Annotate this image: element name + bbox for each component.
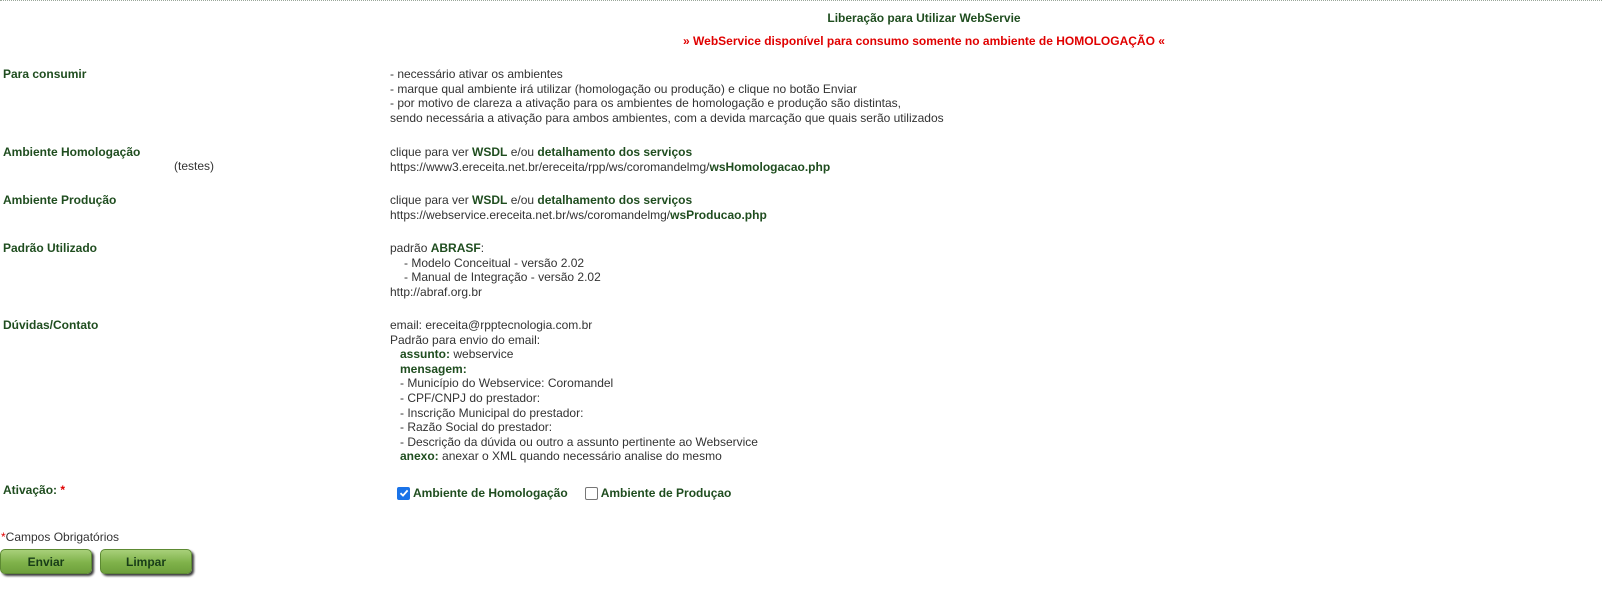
mensagem-item: - Descrição da dúvida ou outro a assunto pertinente ao Webservice xyxy=(400,434,758,449)
padrao-name: ABRASF xyxy=(430,241,481,255)
required-asterisk: * xyxy=(60,483,66,497)
wsdl-middle-text: e/ou xyxy=(507,145,538,159)
wsdl-prefix-text: clique para ver xyxy=(390,145,473,159)
contato-email: email: ereceita@rpptecnologia.com.br xyxy=(390,318,593,332)
homologacao-checkbox[interactable] xyxy=(397,487,410,500)
homologacao-option-label: Ambiente de Homologação xyxy=(413,486,568,500)
contato-label: Dúvidas/Contato xyxy=(3,318,99,332)
anexo-label: anexo: xyxy=(400,449,439,464)
anexo-value: anexar o XML quando necessário analise do mesmo xyxy=(438,449,722,464)
padrao-item: - Modelo Conceitual - versão 2.02 xyxy=(404,255,585,270)
padrao-info xyxy=(390,241,601,299)
ativacao-label xyxy=(3,483,65,497)
mensagem-item: - Município do Webservice: Coromandel xyxy=(400,376,614,391)
consumir-instructions xyxy=(390,67,944,125)
mensagem-label: mensagem: xyxy=(400,361,467,376)
producao-info xyxy=(390,193,767,222)
padrao-label: Padrão Utilizado xyxy=(3,241,98,255)
submit-button[interactable]: Enviar xyxy=(0,549,92,574)
producao-option-label: Ambiente de Produçao xyxy=(600,486,732,500)
contato-padrao-envio: Padrão para envio do email: xyxy=(390,332,541,347)
homologacao-detalhamento-link[interactable]: detalhamento dos serviços xyxy=(537,145,693,159)
homologacao-url-file: wsHomologacao.php xyxy=(709,159,831,174)
consumir-label: Para consumir xyxy=(3,67,87,81)
padrao-prefix: padrão xyxy=(390,241,431,255)
producao-url-file: wsProducao.php xyxy=(670,207,767,222)
reset-button[interactable]: Limpar xyxy=(100,549,192,574)
mensagem-item: - CPF/CNPJ do prestador: xyxy=(400,390,541,405)
top-divider xyxy=(0,0,1602,1)
producao-detalhamento-link[interactable]: detalhamento dos serviços xyxy=(537,193,693,207)
page-title: Liberação para Utilizar WebServie xyxy=(827,11,1021,25)
contato-info xyxy=(390,318,758,464)
homologacao-sublabel: (testes) xyxy=(174,159,215,173)
mensagem-item: - Inscrição Municipal do prestador: xyxy=(400,405,584,420)
instruction-line: sendo necessária a ativação para ambos ambientes, com a devida marcação que quais serão utilizados xyxy=(390,110,944,125)
availability-notice: » WebService disponível para consumo somente no ambiente de HOMOLOGAÇÃO « xyxy=(683,34,1165,48)
homologacao-url-base: https://www3.ereceita.net.br/ereceita/rpp/ws/coromandelmg/ xyxy=(390,159,710,174)
required-asterisk: * xyxy=(1,530,6,544)
instruction-line: - por motivo de clareza a ativação para os ambientes de homologação e produção são distintas, xyxy=(390,96,901,111)
homologacao-wsdl-link[interactable]: WSDL xyxy=(472,145,508,159)
padrao-suffix: : xyxy=(480,241,485,255)
mensagem-item: - Razão Social do prestador: xyxy=(400,420,553,435)
padrao-url: http://abraf.org.br xyxy=(390,284,483,299)
homologacao-label: Ambiente Homologação xyxy=(3,145,141,159)
ativacao-label-text: Ativação: xyxy=(3,483,58,497)
required-fields-note xyxy=(1,530,119,544)
ativacao-options xyxy=(397,486,731,500)
producao-checkbox[interactable] xyxy=(585,487,598,500)
check-icon xyxy=(399,488,409,498)
padrao-item: - Manual de Integração - versão 2.02 xyxy=(404,270,601,285)
producao-url-base: https://webservice.ereceita.net.br/ws/coromandelmg/ xyxy=(390,207,671,222)
producao-label: Ambiente Produção xyxy=(3,193,117,207)
instruction-line: - marque qual ambiente irá utilizar (homologação ou produção) e clique no botão Enviar xyxy=(390,81,857,96)
producao-wsdl-link[interactable]: WSDL xyxy=(472,193,508,207)
required-fields-text: Campos Obrigatórios xyxy=(5,530,120,544)
homologacao-info xyxy=(390,145,830,174)
wsdl-middle-text: e/ou xyxy=(507,193,538,207)
homologacao-option[interactable] xyxy=(397,486,568,500)
assunto-label: assunto: xyxy=(400,347,451,362)
wsdl-prefix-text: clique para ver xyxy=(390,193,473,207)
assunto-value: webservice xyxy=(450,347,514,362)
instruction-line: - necessário ativar os ambientes xyxy=(390,67,563,81)
producao-option[interactable] xyxy=(585,486,732,500)
